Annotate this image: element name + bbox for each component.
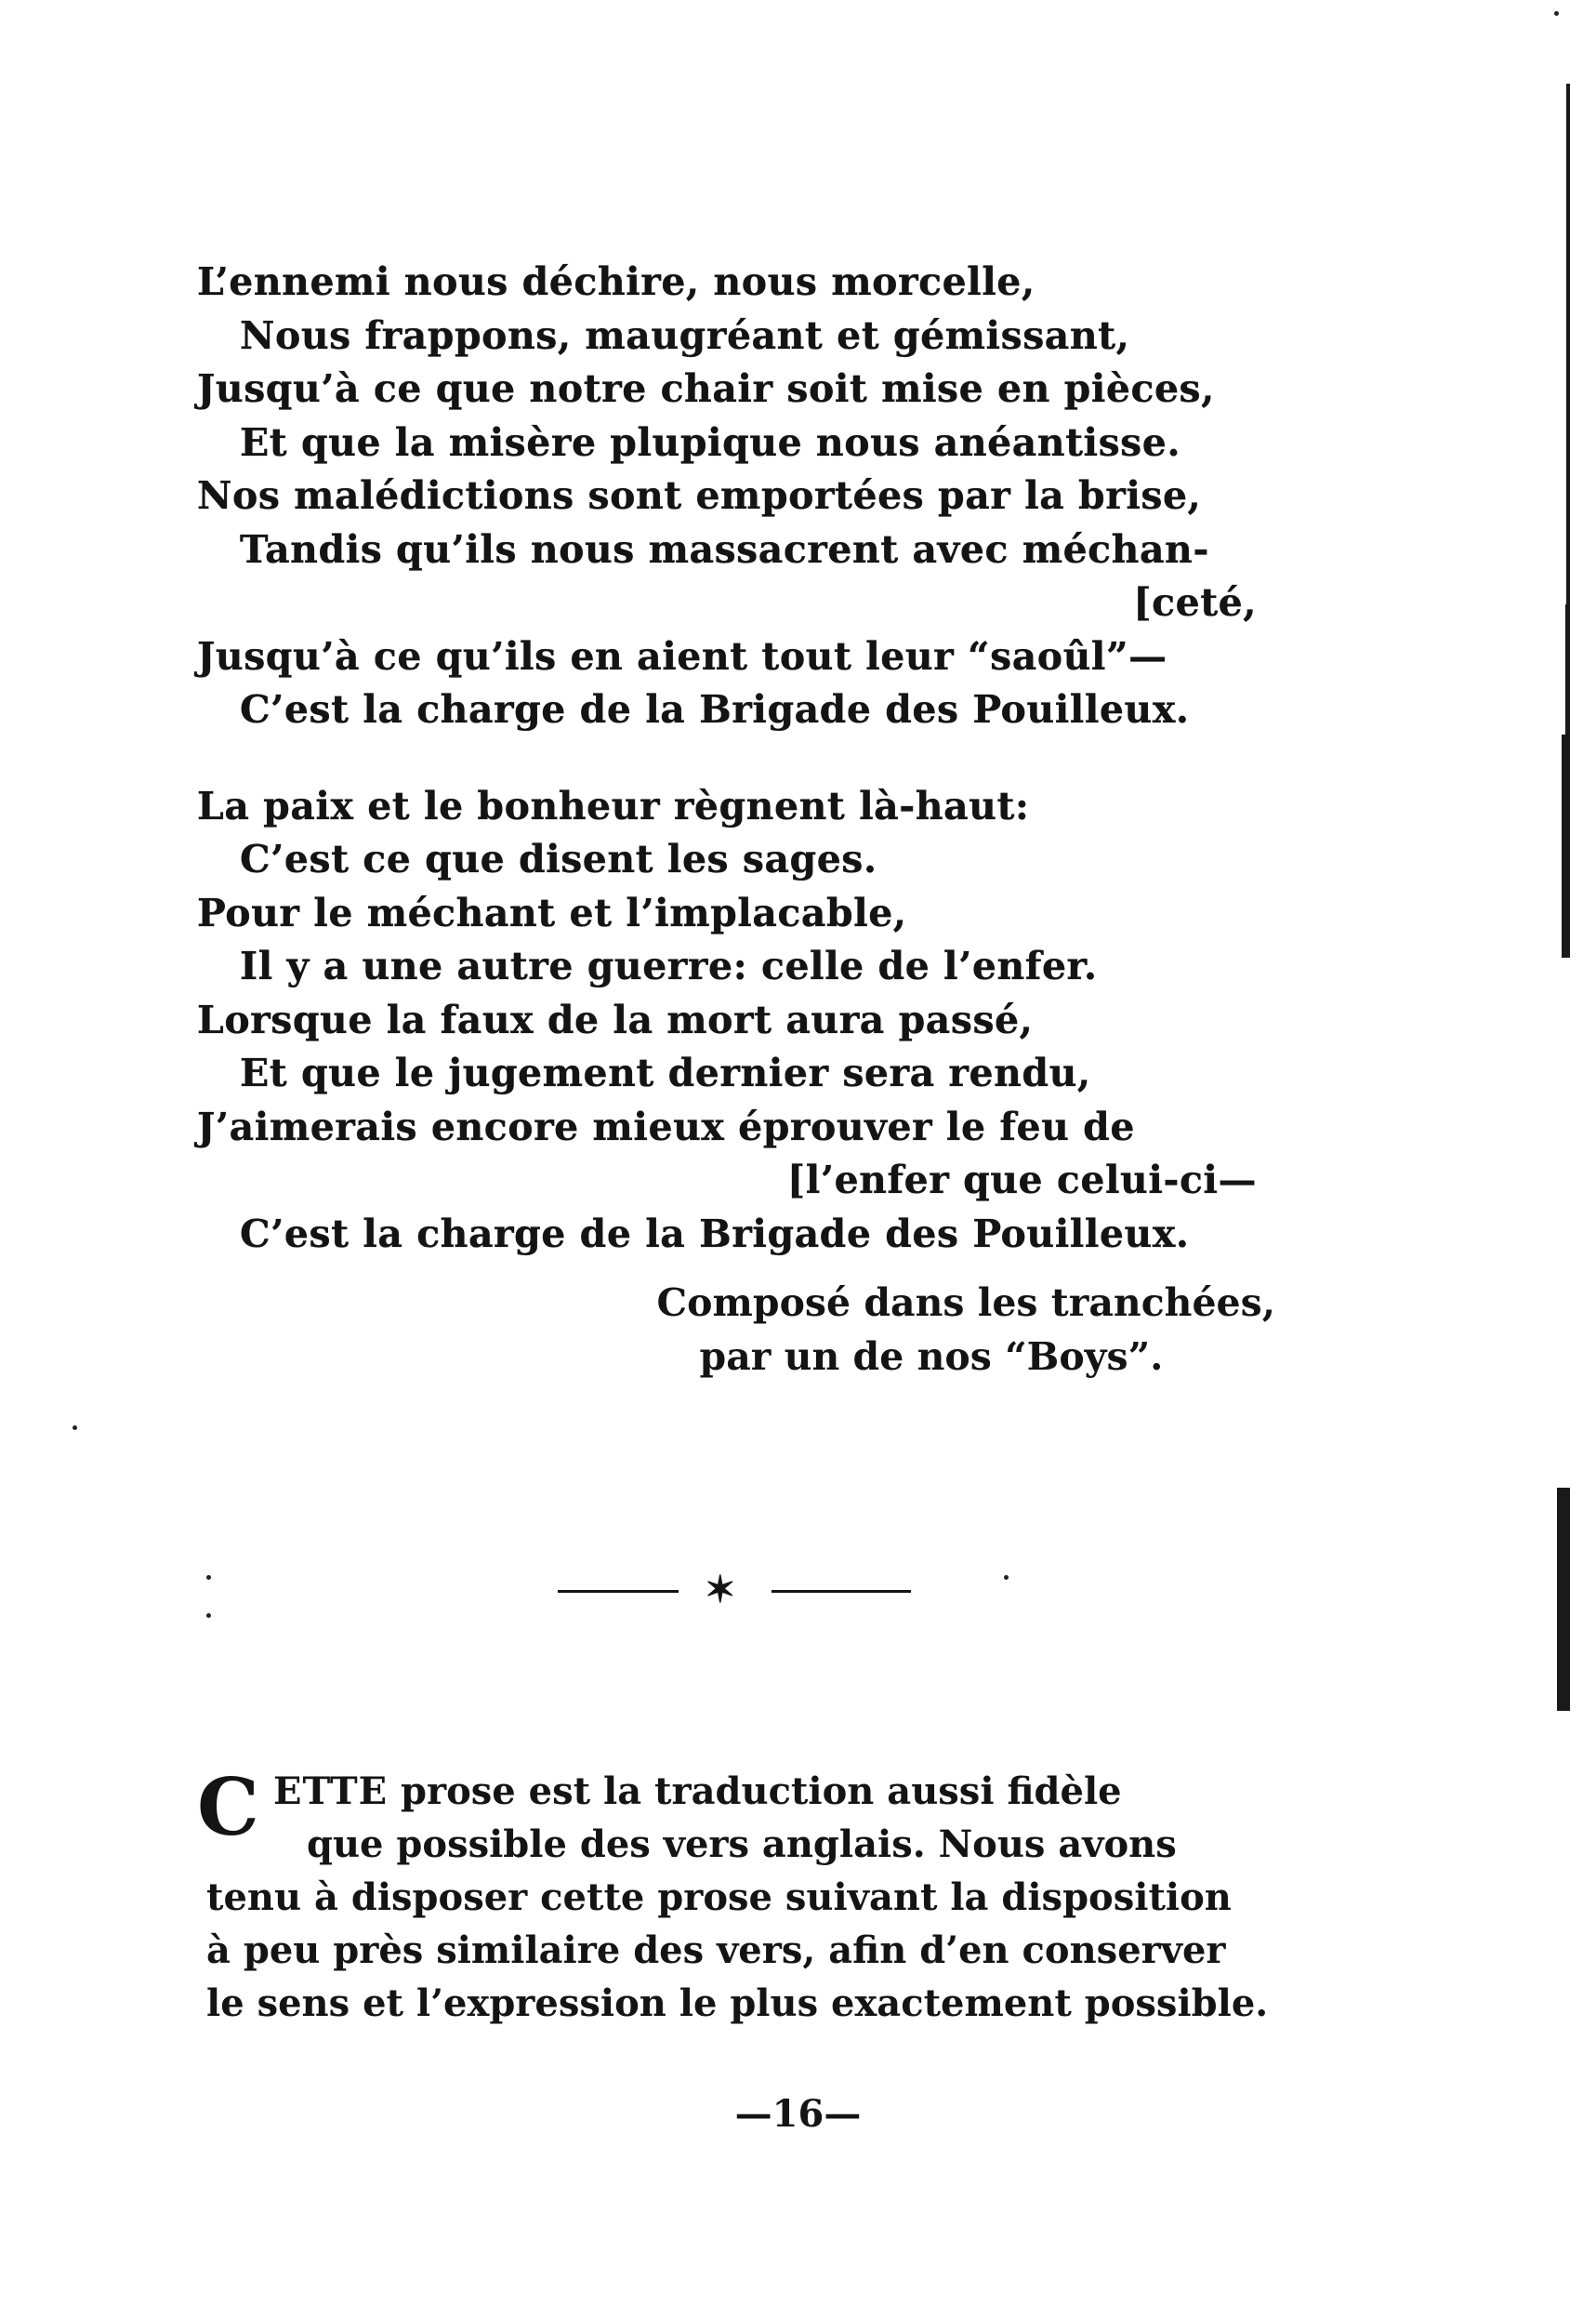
prose-line xyxy=(206,1765,1266,1818)
poem-line: Lorsque la faux de la mort aura passé, xyxy=(197,997,1034,1042)
translator-note xyxy=(197,1761,1269,2030)
divider-rule-left xyxy=(558,1590,679,1593)
attribution-line-1: Composé dans les tranchées, xyxy=(656,1280,1275,1325)
poem-line: Nous frappons, maugréant et gémissant, xyxy=(240,312,1130,358)
poem-line: La paix et le bonheur règnent là-haut: xyxy=(197,783,1030,828)
prose-first-rest: prose est la traduction aussi fidèle xyxy=(388,1769,1122,1813)
scan-edge-mark xyxy=(1557,1488,1570,1711)
poem xyxy=(197,256,1275,1261)
stanza-1 xyxy=(197,256,1275,737)
scan-edge-mark xyxy=(1565,604,1570,744)
poem-line: Jusqu’à ce que notre chair soit mise en pièces, xyxy=(197,366,1215,411)
divider-rule-right xyxy=(772,1590,911,1593)
poem-line-continuation: [ceté, xyxy=(1133,580,1257,625)
poem-line: J’aimerais encore mieux éprouver le feu de xyxy=(197,1104,1135,1149)
poem-line-continuation: [l’enfer que celui-ci— xyxy=(786,1158,1257,1202)
drop-cap: C xyxy=(197,1761,259,1853)
prose-line: à peu près similaire des vers, afin d’en conserver xyxy=(206,1928,1226,1972)
poem-line: Et que la misère plupique nous anéantisse. xyxy=(240,419,1181,465)
poem-refrain: C’est la charge de la Brigade des Pouilleux. xyxy=(240,687,1190,732)
prose-line: tenu à disposer cette prose suivant la disposition xyxy=(206,1875,1232,1919)
poem-line: Et que le jugement dernier sera rendu, xyxy=(240,1051,1091,1095)
prose-line: que possible des vers anglais. Nous avons xyxy=(307,1822,1177,1866)
prose-line: le sens et l’expression le plus exactement possible. xyxy=(206,1981,1269,2025)
prose-first-word: ETTE xyxy=(273,1769,389,1813)
poem-line: Il y a une autre guerre: celle de l’enfer. xyxy=(240,944,1098,988)
star-ornament-icon: ✶ xyxy=(705,1568,736,1611)
poem-line: Tandis qu’ils nous massacrent avec méchan- xyxy=(240,526,1209,572)
scan-edge-mark xyxy=(1566,84,1570,604)
poem-attribution xyxy=(657,1276,1275,1384)
poem-line: Pour le méchant et l’implacable, xyxy=(197,890,907,935)
poem-line: Jusqu’à ce qu’ils en aient tout leur “saoûl”— xyxy=(197,633,1167,679)
page-number: —16— xyxy=(734,2092,862,2136)
poem-refrain: C’est la charge de la Brigade des Pouilleux. xyxy=(240,1211,1190,1256)
attribution-line-2: par un de nos “Boys”. xyxy=(699,1334,1164,1379)
stanza-2 xyxy=(197,780,1275,1262)
scan-edge-mark xyxy=(1562,735,1570,958)
section-divider xyxy=(558,1568,892,1611)
poem-line: Nos malédictions sont emportées par la brise, xyxy=(197,473,1202,518)
poem-line: L’ennemi nous déchire, nous morcelle, xyxy=(197,259,1035,304)
poem-line: C’est ce que disent les sages. xyxy=(240,837,877,881)
